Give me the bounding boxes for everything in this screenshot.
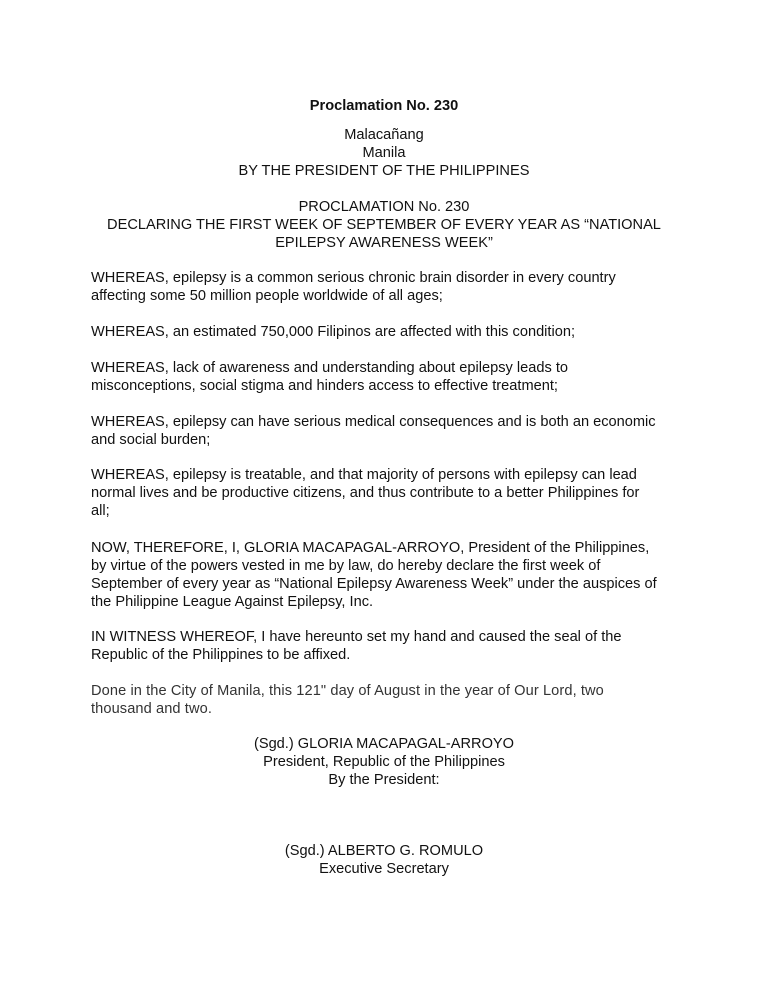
paragraph-line: IN WITNESS WHEREOF, I have hereunto set my hand and caused the seal of the — [91, 629, 622, 645]
paragraph-line: Republic of the Philippines to be affixed. — [91, 647, 351, 663]
paragraph-line: WHEREAS, lack of awareness and understanding about epilepsy leads to — [91, 360, 569, 376]
whereas-paragraph — [91, 466, 681, 520]
city-name: Manila — [362, 145, 406, 161]
paragraph-line: and social burden; — [91, 432, 211, 448]
paragraph-line: NOW, THEREFORE, I, GLORIA MACAPAGAL-ARROYO, President of the Philippines, — [91, 540, 650, 556]
paragraph-line: Done in the City of Manila, this 121" day of August in the year of Our Lord, two — [91, 683, 604, 699]
document-title: Proclamation No. 230 — [309, 98, 459, 114]
whereas-paragraph — [91, 413, 681, 449]
secretary-signature: (Sgd.) ALBERTO G. ROMULO — [284, 843, 484, 859]
whereas-paragraph — [91, 359, 681, 395]
paragraph-line: by virtue of the powers vested in me by law, do hereby declare the first week of — [91, 558, 601, 574]
paragraph-line: misconceptions, social stigma and hinders access to effective treatment; — [91, 378, 558, 394]
declaration-paragraph — [91, 539, 681, 611]
paragraph-line: all; — [91, 503, 110, 519]
whereas-paragraph — [91, 269, 681, 305]
president-signature: (Sgd.) GLORIA MACAPAGAL-ARROYO — [253, 736, 515, 752]
paragraph-line: the Philippine League Against Epilepsy, Inc. — [91, 594, 374, 610]
done-paragraph — [91, 682, 681, 718]
office-name: Malacañang — [344, 127, 424, 143]
paragraph-line: normal lives and be productive citizens, and thus contribute to a better Philippines for — [91, 485, 640, 501]
paragraph-line: September of every year as “National Epilepsy Awareness Week” under the auspices of — [91, 576, 657, 592]
declaration-line: EPILEPSY AWARENESS WEEK” — [275, 235, 493, 251]
whereas-paragraph — [91, 323, 681, 341]
proclamation-heading: PROCLAMATION No. 230 — [298, 199, 470, 215]
paragraph-line: thousand and two. — [91, 701, 212, 717]
paragraph-line: WHEREAS, an estimated 750,000 Filipinos are affected with this condition; — [91, 324, 576, 340]
paragraph-line: WHEREAS, epilepsy is a common serious chronic brain disorder in every country — [91, 270, 616, 286]
secretary-title: Executive Secretary — [319, 861, 449, 877]
witness-paragraph — [91, 628, 681, 664]
by-line: BY THE PRESIDENT OF THE PHILIPPINES — [238, 163, 530, 179]
president-title: President, Republic of the Philippines — [263, 754, 505, 770]
paragraph-line: affecting some 50 million people worldwide of all ages; — [91, 288, 443, 304]
paragraph-line: WHEREAS, epilepsy is treatable, and that majority of persons with epilepsy can lead — [91, 467, 637, 483]
paragraph-line: WHEREAS, epilepsy can have serious medical consequences and is both an economic — [91, 414, 656, 430]
by-the-president: By the President: — [328, 772, 440, 788]
declaration-line: DECLARING THE FIRST WEEK OF SEPTEMBER OF EVERY YEAR AS “NATIONAL — [107, 217, 661, 233]
